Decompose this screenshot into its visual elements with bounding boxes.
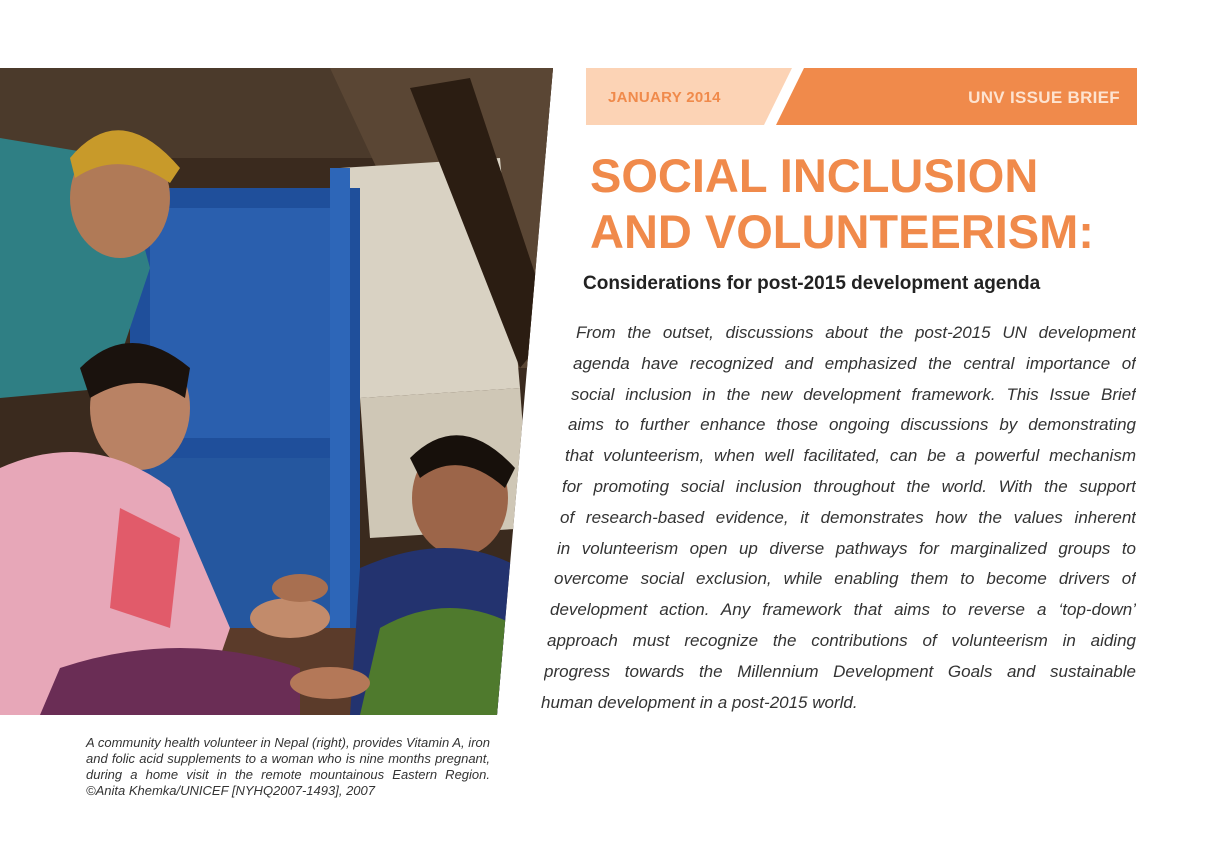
- intro-paragraph: [538, 318, 1138, 718]
- page-subtitle: Considerations for post-2015 development agenda: [583, 273, 1041, 294]
- body-line: approach must recognize the contributions of volunteerism in aiding: [547, 630, 1136, 650]
- body-line: for promoting social inclusion throughout the world. With the support: [562, 476, 1136, 496]
- body-line: overcome social exclusion, while enabling them to become drivers of: [554, 569, 1136, 589]
- body-line: social inclusion in the new development framework. This Issue Brief: [571, 384, 1136, 404]
- series-label: UNV ISSUE BRIEF: [968, 88, 1120, 107]
- issue-date: JANUARY 2014: [608, 89, 721, 106]
- body-line: From the outset, discussions about the post-2015 UN development: [576, 323, 1136, 342]
- cover-photo: [0, 68, 553, 715]
- body-line: in volunteerism open up diverse pathways for marginalized groups to: [557, 538, 1136, 558]
- body-line: of research-based evidence, it demonstrates how the values inherent: [560, 507, 1136, 527]
- body-line: human development in a post-2015 world.: [541, 692, 858, 712]
- body-line: development action. Any framework that aims to reverse a ‘top-down’: [550, 600, 1136, 620]
- title-line-2: AND VOLUNTEERISM:: [590, 205, 1094, 258]
- photo-caption: A community health volunteer in Nepal (right), provides Vitamin A, iron and folic acid supplements to a woman who is nine months pregnant, during a home visit in the remote mountainous Eastern Region. ©Anita Khemka/UNICEF [NYHQ2007-1493], 2007: [86, 735, 490, 798]
- body-line: aims to further enhance those ongoing discussions by demonstrating: [568, 415, 1136, 435]
- body-line: agenda have recognized and emphasized the central importance of: [573, 353, 1136, 373]
- body-line: progress towards the Millennium Development Goals and sustainable: [544, 661, 1136, 681]
- title-line-1: SOCIAL INCLUSION: [590, 149, 1039, 202]
- page-title: [590, 148, 1190, 260]
- body-line: that volunteerism, when well facilitated, can be a powerful mechanism: [565, 446, 1136, 466]
